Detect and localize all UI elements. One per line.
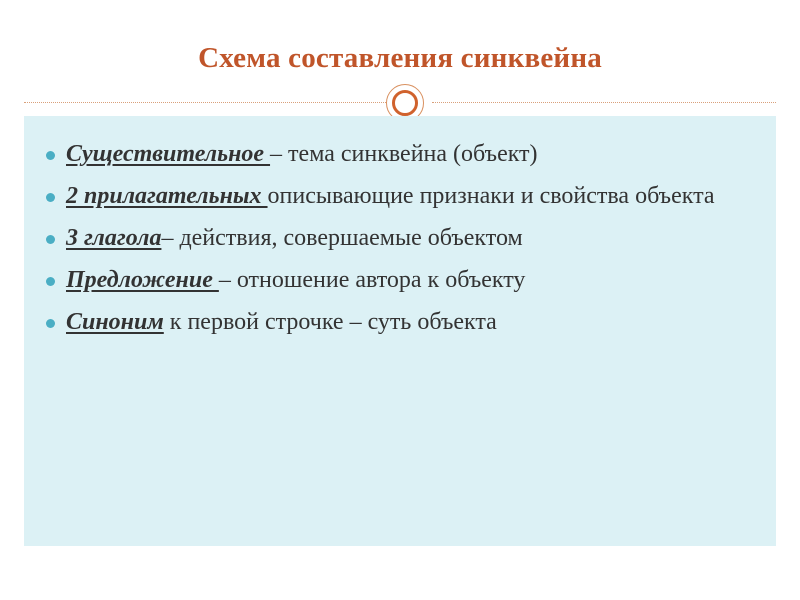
item-term: Существительное [66,141,271,167]
slide-title: Схема составления синквейна [198,42,602,74]
item-term: 2 прилагательных [66,183,268,209]
item-term: Предложение [66,267,219,293]
item-text: – тема синквейна (объект) [270,141,538,167]
divider-circle-inner [392,90,418,116]
list-item [46,306,746,339]
item-term: 3 глагола [66,225,162,251]
item-text: к первой строчке – суть объекта [163,309,497,335]
item-text: – действия, совершаемые объектом [161,225,523,251]
item-text: описывающие признаки и свойства объекта [267,183,715,209]
bullet-icon [46,319,55,328]
title-divider-right [432,102,776,103]
item-term: Синоним [66,309,164,335]
title-divider-left [24,102,386,103]
bullet-list [46,138,746,348]
bullet-icon [46,193,55,202]
list-item [46,222,746,255]
list-item [46,180,746,213]
item-text: – отношение автора к объекту [218,267,526,293]
list-item [46,138,746,171]
bullet-icon [46,277,55,286]
content-box [24,116,776,546]
list-item [46,264,746,297]
bullet-icon [46,151,55,160]
bullet-icon [46,235,55,244]
